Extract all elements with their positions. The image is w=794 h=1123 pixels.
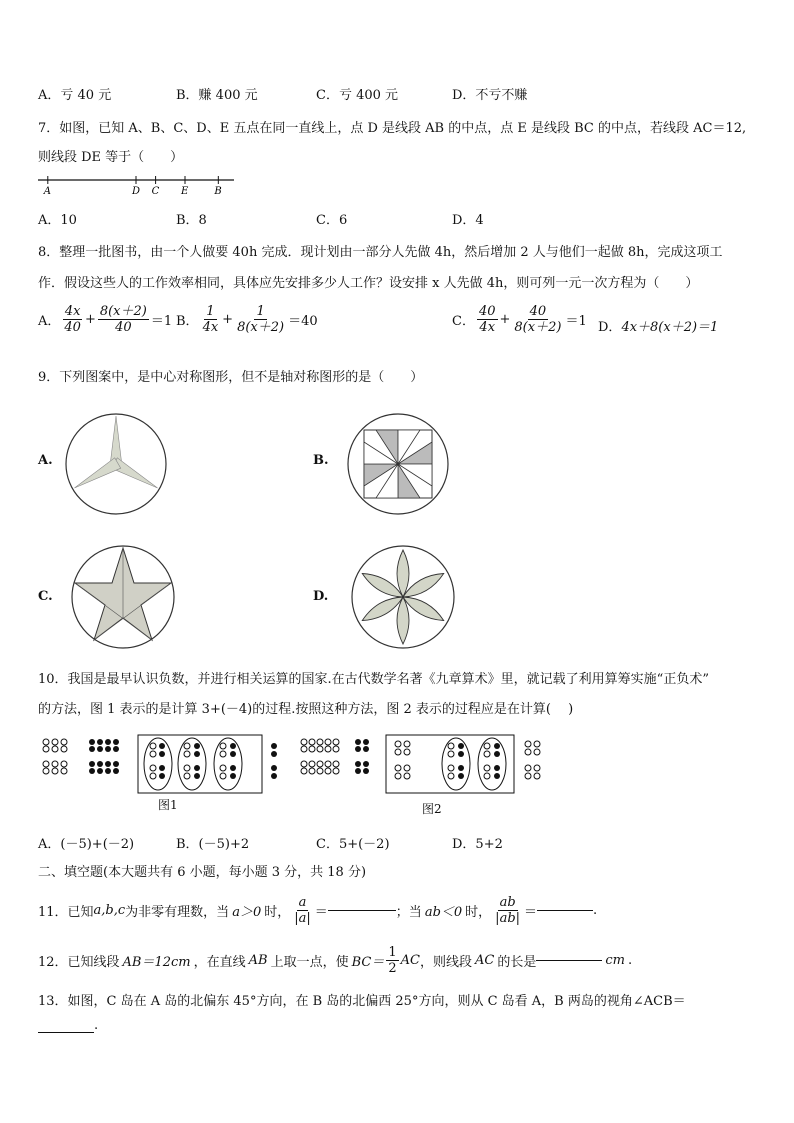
q8-option-b-frac1: $\frac{1}{4x}$ (202, 304, 219, 335)
q9-label-d: D. (313, 589, 329, 604)
q13-answer-blank[interactable] (38, 1016, 94, 1033)
q6-option-a: A．亏 40 元 (38, 88, 112, 103)
q7-option-c: C．6 (316, 213, 348, 228)
q9-figure-a-tristar (64, 412, 168, 516)
q9-label-c: C. (38, 589, 53, 604)
q7-point-label-a: A (43, 186, 52, 196)
q10-stem-line1: 10．我国是最早认识负数，并进行相关运算的国家.在古代数学名著《九章算术》里，就记载了利用算筹实施“正负术” (38, 672, 709, 687)
q7-point-label-d: D (132, 186, 141, 196)
q12: 12．已知线段 AB＝12cm ，在直线 AB 上取一点，使 BC＝ $\frac{1}{2}$ AC ，则线段 AC 的长是 cm . (38, 944, 633, 976)
q8-option-b-frac2: $\frac{1}{8(x+2)}$ (237, 304, 285, 335)
q12-answer-blank[interactable] (536, 960, 602, 961)
q8-option-a-label: A． (38, 314, 61, 329)
q10-option-b: B．(－5)+2 (176, 837, 250, 852)
q7-option-a: A．10 (38, 213, 77, 228)
q8-option-c-frac2: $\frac{40}{8(x+2)}$ (514, 304, 562, 335)
q6-option-b: B．赚 400 元 (176, 88, 258, 103)
q10-counting-rods-figures (40, 734, 560, 796)
q9-figure-b-pinwheel (346, 412, 450, 516)
q8-option-a: A． $\frac{4x}{40}$ + $\frac{8(x+2)}{40}$ ＝1 (38, 304, 173, 335)
q6-option-c: C．亏 400 元 (316, 88, 399, 103)
q10-stem-line2: 的方法，图 1 表示的是计算 3+(－4)的过程.按照这种方法，图 2 表示的过程应是在计算( ) (38, 702, 574, 717)
q7-stem-line1: 7．如图，已知 A、B、C、D、E 五点在同一直线上，点 D 是线段 AB 的中点，点 E 是线段 BC 的中点，若线段 AC＝12, (38, 121, 747, 136)
q10-option-d: D．5+2 (452, 837, 503, 852)
q11-answer-blank-1[interactable] (328, 910, 396, 911)
q8-option-a-frac2: $\frac{8(x+2)}{40}$ (99, 304, 147, 335)
q7-point-label-e: E (181, 186, 189, 196)
q13-answer-line: . (38, 1016, 98, 1033)
q11-answer-blank-2[interactable] (537, 910, 593, 911)
q9-label-a: A. (38, 453, 53, 468)
q7-option-d: D．4 (452, 213, 484, 228)
q7-stem-line2: 则线段 DE 等于（ ） (38, 150, 184, 165)
q7-number-line (36, 172, 236, 196)
q7-point-label-c: C (151, 186, 160, 196)
q8-option-c-frac1: $\frac{40}{4x}$ (478, 304, 496, 335)
q8-option-d: D．4x＋8(x＋2)＝1 (598, 320, 719, 335)
q9-stem: 9．下列图案中，是中心对称图形，但不是轴对称图形的是（ ） (38, 370, 424, 385)
q10-figure1-caption: 图1 (158, 798, 178, 812)
q8-option-c: C． $\frac{40}{4x}$ + $\frac{40}{8(x+2)}$ ＝1 (452, 304, 587, 335)
q9-label-b: B. (313, 453, 329, 468)
q11: 11．已知 a,b,c 为非零有理数，当 a＞0 时， $\frac{a}{|a|}$ ＝ ；当 ab＜0 时， $\frac{ab}{|ab|}$ ＝ . (38, 894, 598, 926)
q10-figure2-caption: 图2 (422, 802, 442, 816)
q8-stem-line2: 作．假设这些人的工作效率相同，具体应先安排多少人工作？设安排 x 人先做 4h，则可列一元一次方程为（ ） (38, 276, 699, 291)
q11-fraction-1: $\frac{a}{|a|}$ (294, 894, 311, 926)
q7-option-b: B．8 (176, 213, 207, 228)
q7-point-label-b: B (214, 186, 222, 196)
q11-fraction-2: $\frac{ab}{|ab|}$ (495, 894, 521, 926)
q10-option-a: A．(－5)+(－2) (38, 837, 135, 852)
q10-option-c: C．5+(－2) (316, 837, 390, 852)
q12-one-half: $\frac{1}{2}$ (388, 944, 397, 976)
q8-option-b: B． $\frac{1}{4x}$ + $\frac{1}{8(x+2)}$ ＝40 (176, 304, 318, 335)
q6-option-d: D．不亏不赚 (452, 88, 528, 103)
q13-stem-line1: 13．如图，C 岛在 A 岛的北偏东 45°方向，在 B 岛的北偏西 25°方向，则从 C 岛看 A，B 两岛的视角∠ACB＝ (38, 994, 686, 1009)
q8-option-a-frac1: $\frac{4x}{40}$ (64, 304, 81, 335)
section2-heading: 二、填空题(本大题共有 6 小题，每小题 3 分，共 18 分) (38, 865, 367, 880)
q9-figure-c-star (70, 544, 176, 650)
q9-figure-d-flower (350, 544, 456, 650)
q8-stem-line1: 8．整理一批图书，由一个人做要 40h 完成．现计划由一部分人先做 4h，然后增加 2 人与他们一起做 8h，完成这项工 (38, 245, 723, 260)
q8-option-c-label: C． (452, 314, 475, 329)
q8-option-b-label: B． (176, 314, 199, 329)
